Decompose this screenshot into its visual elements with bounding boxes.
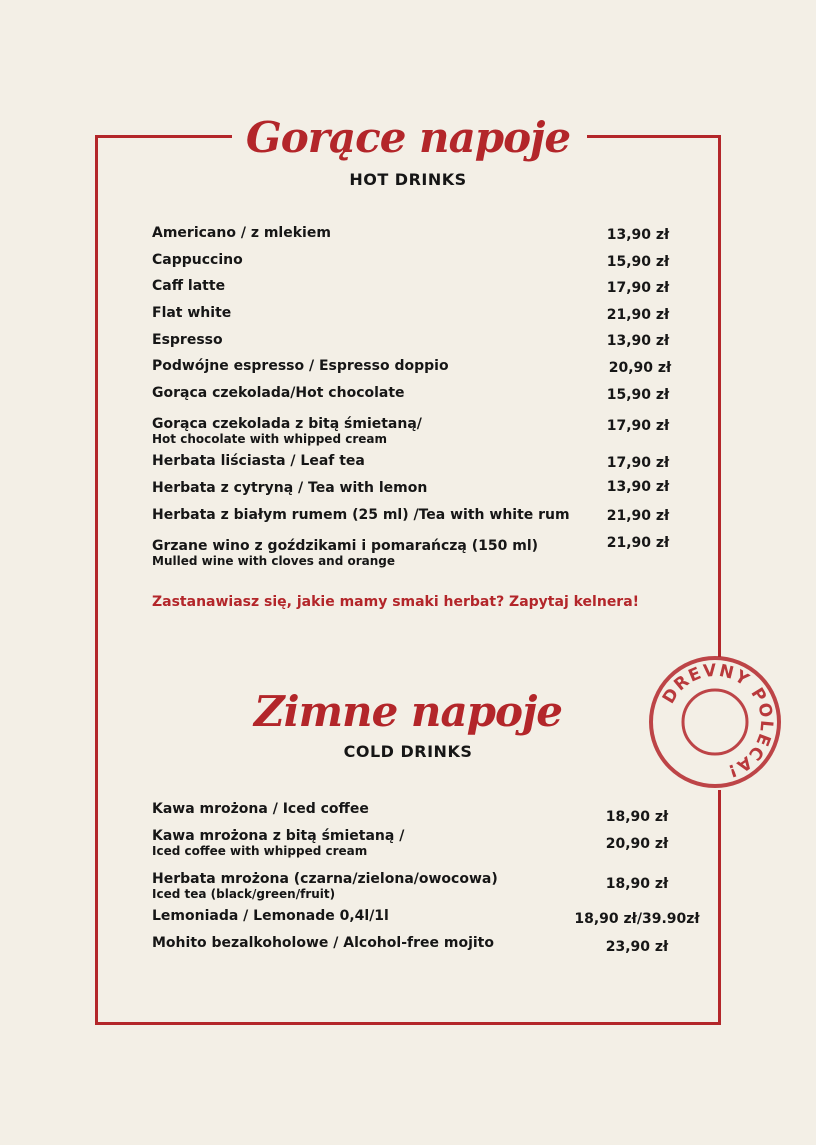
hot-item-7: Gorąca czekolada z bitą śmietaną/ Hot chocolate with whipped cream — [152, 416, 422, 446]
hot-item-2: Caff latte — [152, 278, 226, 294]
hot-price-7: 17,90 zł — [606, 418, 670, 434]
hot-price-3: 21,90 zł — [606, 307, 670, 323]
hot-drinks-subtitle: HOT DRINKS — [349, 170, 467, 189]
hot-drinks-title: Gorące napoje — [245, 113, 571, 162]
hot-item-11-sub: Mulled wine with cloves and orange — [152, 554, 396, 568]
frame-right-upper — [718, 135, 721, 657]
hot-price-11: 21,90 zł — [606, 535, 670, 551]
hot-price-10: 21,90 zł — [606, 508, 670, 524]
cold-item-2: Herbata mrożona (czarna/zielona/owocowa) Iced tea (black/green/fruit) — [152, 871, 498, 901]
hot-item-9: Herbata z cytryną / Tea with lemon — [152, 480, 428, 496]
hot-price-1: 15,90 zł — [606, 254, 670, 270]
frame-left — [95, 135, 98, 1025]
hot-price-4: 13,90 zł — [606, 333, 670, 349]
cold-item-3: Lemoniada / Lemonade 0,4l/1l — [152, 908, 389, 924]
hot-price-8: 17,90 zł — [606, 455, 670, 471]
hot-price-5: 20,90 zł — [608, 360, 672, 376]
frame-bottom — [95, 1022, 721, 1025]
cold-drinks-title: Zimne napoje — [254, 687, 562, 736]
cold-price-4: 23,90 zł — [605, 939, 669, 955]
cold-price-2: 18,90 zł — [605, 876, 669, 892]
stamp-text: DREVNY POLECA! — [658, 660, 777, 782]
hot-price-0: 13,90 zł — [606, 227, 670, 243]
cold-price-1: 20,90 zł — [605, 836, 669, 852]
cold-drinks-subtitle: COLD DRINKS — [343, 742, 473, 761]
cold-price-0: 18,90 zł — [605, 809, 669, 825]
hot-item-10: Herbata z białym rumem (25 ml) /Tea with white rum — [152, 507, 570, 523]
cold-item-0: Kawa mrożona / Iced coffee — [152, 801, 369, 817]
hot-item-3: Flat white — [152, 305, 232, 321]
hot-price-6: 15,90 zł — [606, 387, 670, 403]
hot-item-5: Podwójne espresso / Espresso doppio — [152, 358, 449, 374]
hot-item-11: Grzane wino z goździkami i pomarańczą (150 ml) Mulled wine with cloves and orange — [152, 538, 539, 568]
cold-item-2-sub: Iced tea (black/green/fruit) — [152, 887, 336, 901]
frame-right-lower — [718, 790, 721, 1025]
hot-price-2: 17,90 zł — [606, 280, 670, 296]
cold-price-3: 18,90 zł/39.90zł — [574, 911, 700, 927]
tea-question-note: Zastanawiasz się, jakie mamy smaki herbat? Zapytaj kelnera! — [152, 594, 640, 610]
hot-price-9: 13,90 zł — [606, 479, 670, 495]
cold-item-4: Mohito bezalkoholowe / Alcohol-free mojito — [152, 935, 494, 951]
hot-item-1: Cappuccino — [152, 252, 243, 268]
drevny-poleca-stamp — [647, 654, 783, 790]
hot-item-8: Herbata liściasta / Leaf tea — [152, 453, 365, 469]
cold-item-1-sub: Iced coffee with whipped cream — [152, 844, 368, 858]
hot-item-6: Gorąca czekolada/Hot chocolate — [152, 385, 405, 401]
hot-item-7-sub: Hot chocolate with whipped cream — [152, 432, 387, 446]
cold-item-1: Kawa mrożona z bitą śmietaną / Iced coffee with whipped cream — [152, 828, 405, 858]
hot-item-0: Americano / z mlekiem — [152, 225, 331, 241]
hot-item-4: Espresso — [152, 332, 223, 348]
